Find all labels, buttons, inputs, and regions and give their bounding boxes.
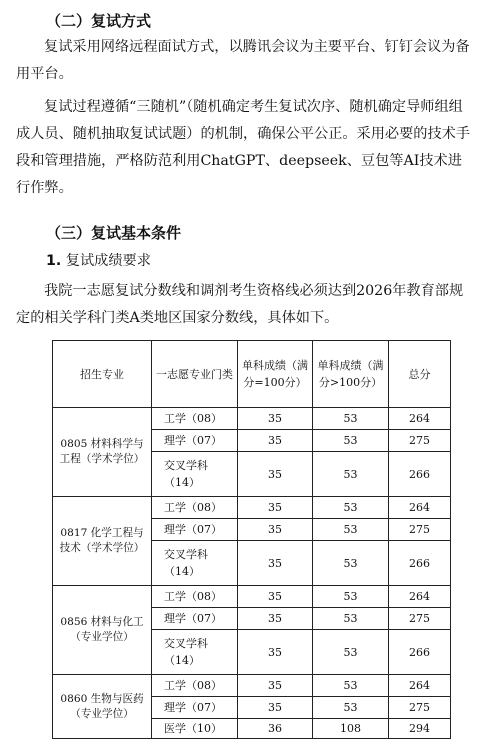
category-cell: 理学（07） (152, 608, 238, 630)
category-cell: 交叉学科（14） (152, 452, 238, 497)
header-major: 招生专业 (53, 341, 152, 408)
total-cell: 264 (389, 497, 451, 519)
section-2-paragraph-1: 复试采用网络远程面试方式，以腾讯会议为主要平台、钉钉会议为备用平台。 (16, 39, 470, 82)
section-3-paragraph: 我院一志愿复试分数线和调剂考生资格线必须达到2026年教育部规定的相关学科门类A类地区国家分数线，具体如下。 (16, 283, 464, 326)
single-gt100-cell: 53 (313, 408, 389, 430)
single-gt100-cell: 53 (313, 452, 389, 497)
single-gt100-cell: 108 (313, 719, 389, 739)
single-gt100-cell: 53 (313, 697, 389, 719)
header-single-gt100: 单科成绩（满分>100分） (313, 341, 389, 408)
single-100-cell: 35 (238, 497, 313, 519)
total-cell: 266 (389, 541, 451, 586)
total-cell: 294 (389, 719, 451, 739)
table-body (53, 408, 451, 739)
category-cell: 理学（07） (152, 519, 238, 541)
item-1-number: 1. (46, 253, 62, 269)
table-row (53, 586, 451, 608)
single-gt100-cell: 53 (313, 586, 389, 608)
single-gt100-cell: 53 (313, 541, 389, 586)
single-100-cell: 35 (238, 608, 313, 630)
single-100-cell: 35 (238, 675, 313, 697)
section-2-heading: （二）复试方式 (46, 12, 152, 30)
single-100-cell: 35 (238, 697, 313, 719)
item-1-heading (46, 250, 151, 270)
item-1-title: 复试成绩要求 (65, 253, 151, 269)
single-gt100-cell: 53 (313, 608, 389, 630)
total-cell: 264 (389, 675, 451, 697)
table-row (53, 675, 451, 697)
single-100-cell: 35 (238, 452, 313, 497)
major-cell: 0805 材料科学与工程（学术学位） (53, 408, 152, 497)
single-100-cell: 35 (238, 630, 313, 675)
category-cell: 工学（08） (152, 497, 238, 519)
category-cell: 交叉学科（14） (152, 541, 238, 586)
total-cell: 275 (389, 519, 451, 541)
total-cell: 264 (389, 408, 451, 430)
single-gt100-cell: 53 (313, 430, 389, 452)
single-100-cell: 35 (238, 541, 313, 586)
major-cell: 0856 材料与化工（专业学位） (53, 586, 152, 675)
header-total: 总分 (389, 341, 451, 408)
category-cell: 交叉学科（14） (152, 630, 238, 675)
table-row (53, 408, 451, 430)
table-row (53, 497, 451, 519)
header-category: 一志愿专业门类 (152, 341, 238, 408)
total-cell: 275 (389, 697, 451, 719)
category-cell: 工学（08） (152, 675, 238, 697)
total-cell: 275 (389, 608, 451, 630)
total-cell: 275 (389, 430, 451, 452)
category-cell: 工学（08） (152, 586, 238, 608)
header-single-100: 单科成绩（满分=100分） (238, 341, 313, 408)
score-requirements-table (52, 340, 451, 739)
single-100-cell: 35 (238, 408, 313, 430)
single-gt100-cell: 53 (313, 630, 389, 675)
section-2-paragraph-2: 复试过程遵循“三随机”（随机确定考生复试次序、随机确定导师组组成人员、随机抽取复试试题）的机制，确保公平公正。采用必要的技术手段和管理措施，严格防范利用ChatGPT、deepseek、豆包等AI技术进行作弊。 (16, 99, 471, 196)
single-100-cell: 35 (238, 430, 313, 452)
total-cell: 266 (389, 630, 451, 675)
section-3-heading: （三）复试基本条件 (46, 224, 182, 242)
single-100-cell: 35 (238, 519, 313, 541)
single-gt100-cell: 53 (313, 675, 389, 697)
single-gt100-cell: 53 (313, 497, 389, 519)
single-gt100-cell: 53 (313, 519, 389, 541)
major-cell: 0860 生物与医药（专业学位） (53, 675, 152, 739)
category-cell: 工学（08） (152, 408, 238, 430)
category-cell: 理学（07） (152, 697, 238, 719)
major-cell: 0817 化学工程与技术（学术学位） (53, 497, 152, 586)
table-header-row (53, 341, 451, 408)
total-cell: 266 (389, 452, 451, 497)
single-100-cell: 36 (238, 719, 313, 739)
single-100-cell: 35 (238, 586, 313, 608)
category-cell: 理学（07） (152, 430, 238, 452)
total-cell: 264 (389, 586, 451, 608)
category-cell: 医学（10） (152, 719, 238, 739)
